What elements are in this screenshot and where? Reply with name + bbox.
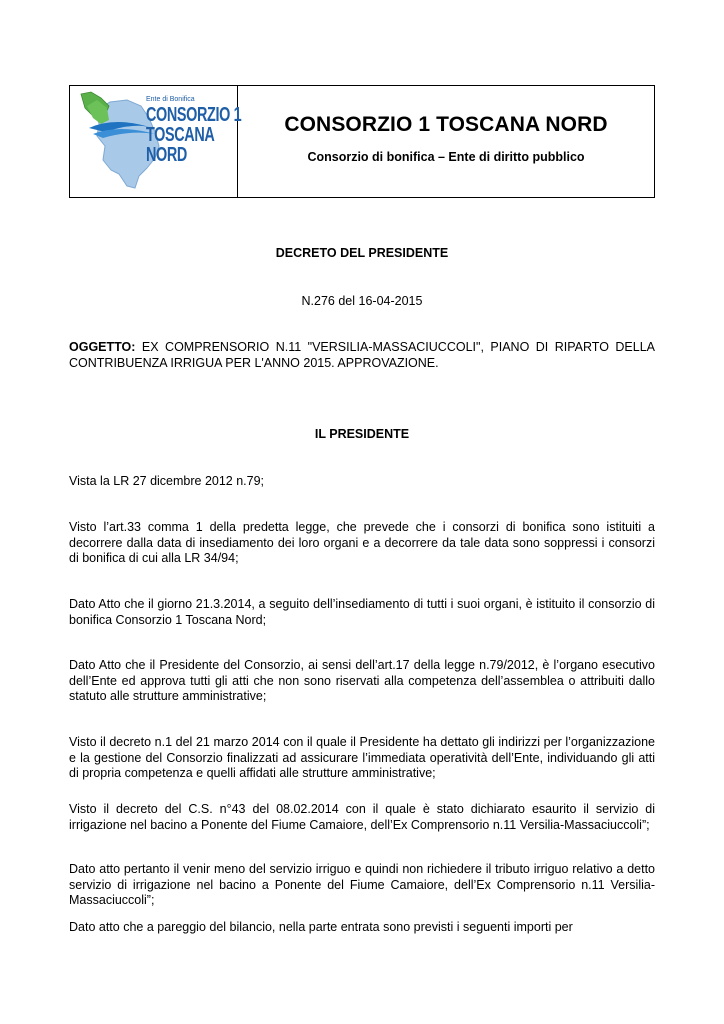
organization-subtitle: Consorzio di bonifica – Ente di diritto pubblico: [307, 150, 585, 164]
paragraph: Visto il decreto del C.S. n°43 del 08.02.2014 con il quale è stato dichiarato esaurito il servizio di irrigazione nel bacino a Ponente del Fiume Camaiore, dell’Ex Comprensorio n.11 Versilia-Massaciuccoli”;: [69, 802, 655, 832]
oggetto-text: EX COMPRENSORIO N.11 "VERSILIA-MASSACIUCCOLI", PIANO DI RIPARTO DELLA CONTRIBUENZA IRRIGUA PER L'ANNO 2015. APPROVAZIONE.: [69, 340, 655, 370]
section-title: IL PRESIDENTE: [314, 427, 410, 441]
title-cell: [238, 86, 654, 197]
paragraph: Visto l’art.33 comma 1 della predetta legge, che prevede che i consorzi di bonifica sono istituiti a decorrere dalla data di insediamento dei loro organi e a decorrere da tale data sono soppressi i consorzi di bonifica di cui alla LR 34/94;: [69, 520, 655, 565]
paragraph: Vista la LR 27 dicembre 2012 n.79;: [69, 474, 265, 488]
logo-wordmark: [146, 96, 278, 165]
decree-number: N.276 del 16-04-2015: [301, 294, 423, 308]
paragraph: Dato Atto che il giorno 21.3.2014, a seguito dell’insediamento di tutti i suoi organi, è istituito il consorzio di bonifica Consorzio 1 Toscana Nord;: [69, 597, 655, 627]
logo-cell: [70, 86, 242, 197]
decree-title: DECRETO DEL PRESIDENTE: [275, 246, 449, 260]
logo-line-1: CONSORZIO 1: [146, 104, 242, 126]
paragraph: Visto il decreto n.1 del 21 marzo 2014 con il quale il Presidente ha dettato gli indirizzi per l’organizzazione e la gestione del Consorzio finalizzati ad assicurare l’immediata operatività dell’Ente, individuando gli atti di propria competenza e quelli affidati alle strutture amministrative;: [69, 735, 655, 780]
paragraph: Dato atto che a pareggio del bilancio, nella parte entrata sono previsti i seguenti importi per: [69, 920, 573, 934]
logo-small-label: Ente di Bonifica: [146, 96, 195, 103]
paragraph: Dato Atto che il Presidente del Consorzio, ai sensi dell’art.17 della legge n.79/2012, è l’organo esecutivo dell’Ente ed approva tutti gli atti che non sono riservati alla competenza dell’assemblea o attribuiti dallo statuto alle strutture amministrative;: [69, 658, 655, 703]
logo-line-2: TOSCANA: [146, 124, 215, 146]
oggetto-label: OGGETTO:: [69, 340, 136, 354]
organization-name: CONSORZIO 1 TOSCANA NORD: [284, 113, 608, 136]
logo-line-3: NORD: [146, 144, 187, 166]
paragraph: Dato atto pertanto il venir meno del servizio irriguo e quindi non richiedere il tributo irriguo relativo a detto servizio di irrigazione nel bacino a Ponente del Fiume Camaiore, dell’Ex Comprensorio n.11 Versilia-Massaciuccoli”;: [69, 862, 655, 907]
letterhead-box: [69, 85, 655, 198]
oggetto-paragraph: [69, 340, 655, 371]
